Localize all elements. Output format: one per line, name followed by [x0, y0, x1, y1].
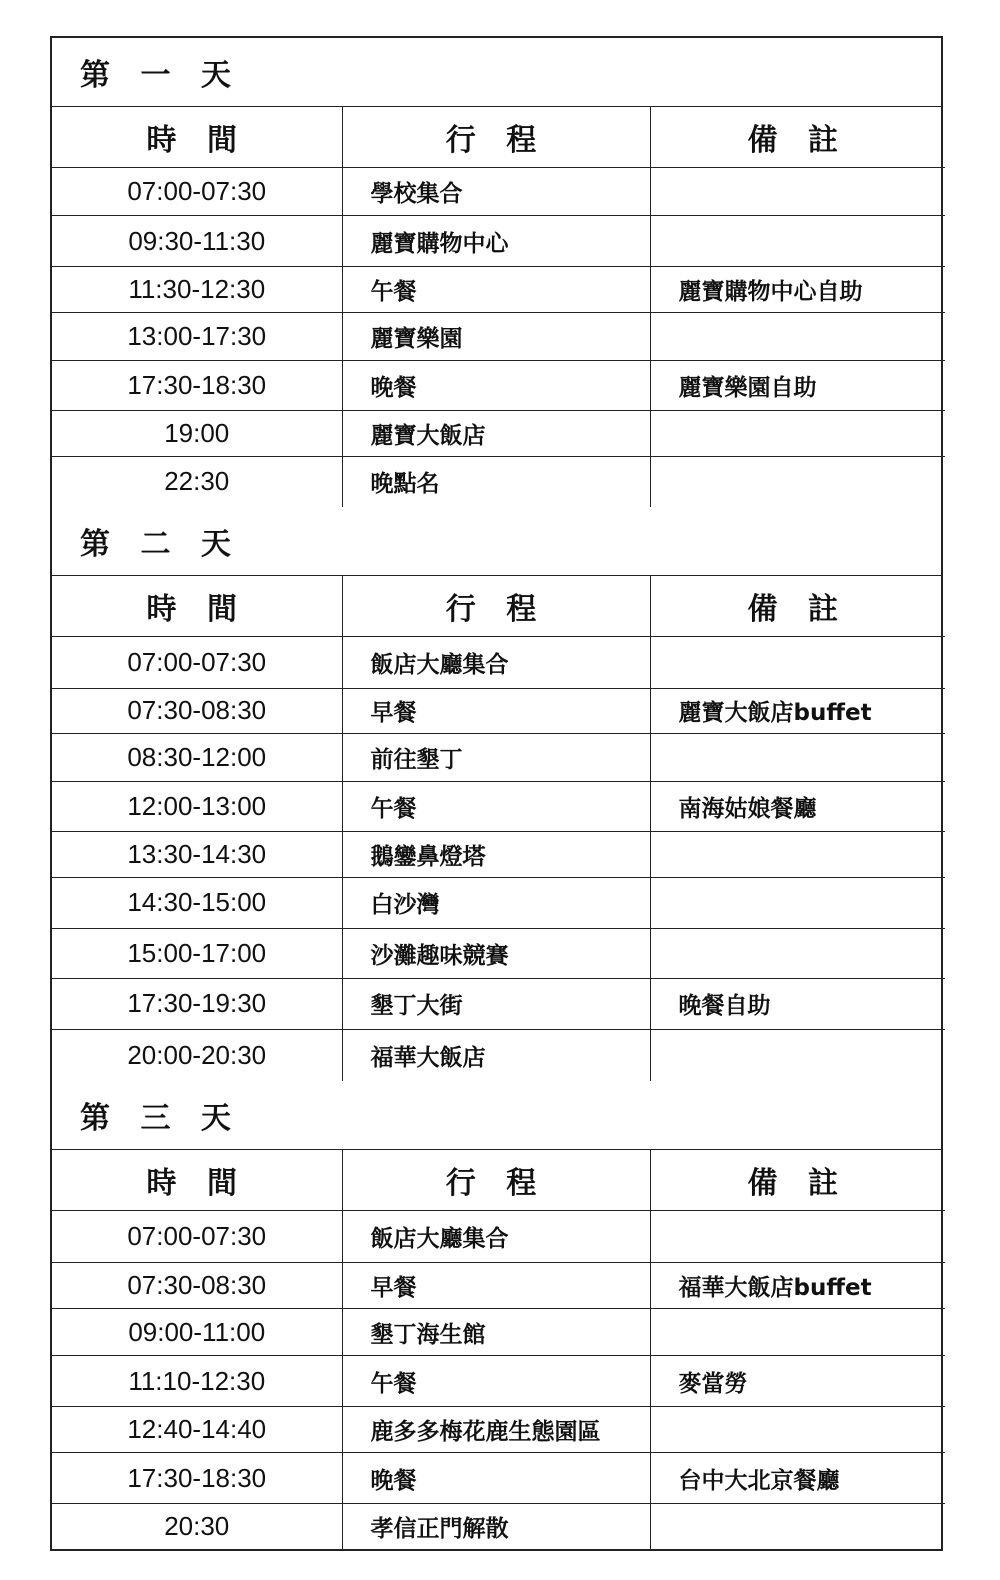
activity-cell: 麗寶樂園	[342, 313, 650, 361]
day-section	[50, 1081, 943, 1551]
day-section	[50, 36, 943, 507]
time-cell: 07:30-08:30	[52, 688, 342, 733]
time-cell: 22:30	[164, 466, 230, 497]
table-row	[52, 1029, 945, 1081]
activity-cell: 墾丁海生館	[342, 1309, 650, 1356]
activity-header: 行 程	[342, 1150, 650, 1211]
time-cell: 09:30-11:30	[52, 216, 342, 267]
table-row	[52, 688, 945, 733]
day-title: 第 二 天	[52, 507, 941, 576]
activity-cell: 午餐	[342, 267, 650, 313]
note-cell: 麗寶樂園自助	[650, 361, 945, 411]
note-cell	[650, 1029, 945, 1081]
note-cell	[650, 636, 945, 688]
note-cell	[650, 831, 945, 877]
activity-cell: 鵝鑾鼻燈塔	[342, 831, 650, 877]
time-header: 時 間	[52, 576, 342, 637]
time-cell: 20:00-20:30	[127, 1039, 267, 1070]
note-cell	[650, 1504, 945, 1549]
time-cell: 17:30-18:30	[52, 361, 342, 411]
time-cell: 14:30-15:00	[52, 877, 342, 928]
time-cell: 17:30-18:30	[52, 1453, 342, 1504]
table-row	[52, 411, 945, 457]
note-cell	[650, 168, 945, 216]
activity-cell: 孝信正門解散	[342, 1504, 650, 1549]
table-row	[52, 1211, 945, 1263]
table-row	[52, 168, 945, 216]
note-cell: 台中大北京餐廳	[650, 1453, 945, 1504]
activity-cell: 午餐	[342, 1356, 650, 1407]
note-cell	[650, 1211, 945, 1263]
header-row	[52, 107, 945, 168]
note-cell	[650, 733, 945, 781]
activity-cell: 晚點名	[342, 457, 650, 507]
table-row	[52, 1356, 945, 1407]
time-cell: 13:30-14:30	[52, 831, 342, 877]
note-header: 備 註	[650, 576, 945, 637]
time-cell: 11:10-12:30	[52, 1356, 342, 1407]
table-row	[52, 978, 945, 1029]
activity-cell: 前往墾丁	[342, 733, 650, 781]
activity-cell: 福華大飯店	[342, 1029, 650, 1081]
table-row	[52, 457, 945, 507]
schedule-body	[52, 1211, 945, 1549]
time-cell: 11:30-12:30	[52, 267, 342, 313]
itinerary-sheet	[50, 36, 943, 1551]
time-cell: 09:00-11:00	[52, 1309, 342, 1356]
activity-cell: 學校集合	[342, 168, 650, 216]
table-row	[52, 313, 945, 361]
activity-cell: 飯店大廳集合	[342, 1211, 650, 1263]
note-cell: 晚餐自助	[650, 978, 945, 1029]
note-cell	[650, 877, 945, 928]
activity-cell: 鹿多多梅花鹿生態園區	[342, 1407, 650, 1453]
time-cell: 19:00	[52, 411, 342, 457]
table-row	[52, 216, 945, 267]
note-cell: 麗寶大飯店buffet	[650, 688, 945, 733]
day-section	[50, 507, 943, 1082]
activity-cell: 沙灘趣味競賽	[342, 928, 650, 978]
table-row	[52, 267, 945, 313]
table-row	[52, 636, 945, 688]
activity-cell: 白沙灣	[342, 877, 650, 928]
table-row	[52, 877, 945, 928]
schedule-table	[52, 107, 945, 507]
time-cell: 17:30-19:30	[52, 978, 342, 1029]
time-cell: 20:30	[164, 1510, 230, 1541]
time-cell: 07:00-07:30	[52, 636, 342, 688]
table-row	[52, 781, 945, 831]
activity-cell: 早餐	[342, 688, 650, 733]
header-row	[52, 1150, 945, 1211]
note-cell: 南海姑娘餐廳	[650, 781, 945, 831]
time-cell: 12:40-14:40	[52, 1407, 342, 1453]
activity-cell: 晚餐	[342, 1453, 650, 1504]
table-row	[52, 1263, 945, 1309]
table-row	[52, 1504, 945, 1549]
activity-header: 行 程	[342, 107, 650, 168]
time-cell: 08:30-12:00	[52, 733, 342, 781]
time-cell: 12:00-13:00	[52, 781, 342, 831]
note-cell	[650, 313, 945, 361]
activity-cell: 晚餐	[342, 361, 650, 411]
table-row	[52, 733, 945, 781]
activity-cell: 麗寶大飯店	[342, 411, 650, 457]
table-row	[52, 1453, 945, 1504]
note-header: 備 註	[650, 107, 945, 168]
activity-cell: 飯店大廳集合	[342, 636, 650, 688]
time-cell: 07:00-07:30	[52, 1211, 342, 1263]
note-cell	[650, 1407, 945, 1453]
activity-cell: 午餐	[342, 781, 650, 831]
table-row	[52, 361, 945, 411]
time-header: 時 間	[52, 1150, 342, 1211]
schedule-table	[52, 576, 945, 1082]
table-row	[52, 1407, 945, 1453]
note-cell: 麗寶購物中心自助	[650, 267, 945, 313]
time-cell: 15:00-17:00	[52, 928, 342, 978]
schedule-body	[52, 168, 945, 507]
note-cell	[650, 928, 945, 978]
time-cell: 13:00-17:30	[52, 313, 342, 361]
note-cell	[650, 457, 945, 507]
activity-cell: 墾丁大街	[342, 978, 650, 1029]
schedule-body	[52, 636, 945, 1081]
day-title: 第 一 天	[52, 38, 941, 107]
time-cell: 07:30-08:30	[52, 1263, 342, 1309]
table-row	[52, 1309, 945, 1356]
note-cell	[650, 411, 945, 457]
time-header: 時 間	[52, 107, 342, 168]
note-cell	[650, 1309, 945, 1356]
schedule-table	[52, 1150, 945, 1549]
header-row	[52, 576, 945, 637]
table-row	[52, 831, 945, 877]
note-cell: 麥當勞	[650, 1356, 945, 1407]
note-cell: 福華大飯店buffet	[650, 1263, 945, 1309]
activity-header: 行 程	[342, 576, 650, 637]
note-cell	[650, 216, 945, 267]
note-header: 備 註	[650, 1150, 945, 1211]
day-title: 第 三 天	[52, 1081, 941, 1150]
time-cell: 07:00-07:30	[52, 168, 342, 216]
activity-cell: 早餐	[342, 1263, 650, 1309]
table-row	[52, 928, 945, 978]
activity-cell: 麗寶購物中心	[342, 216, 650, 267]
